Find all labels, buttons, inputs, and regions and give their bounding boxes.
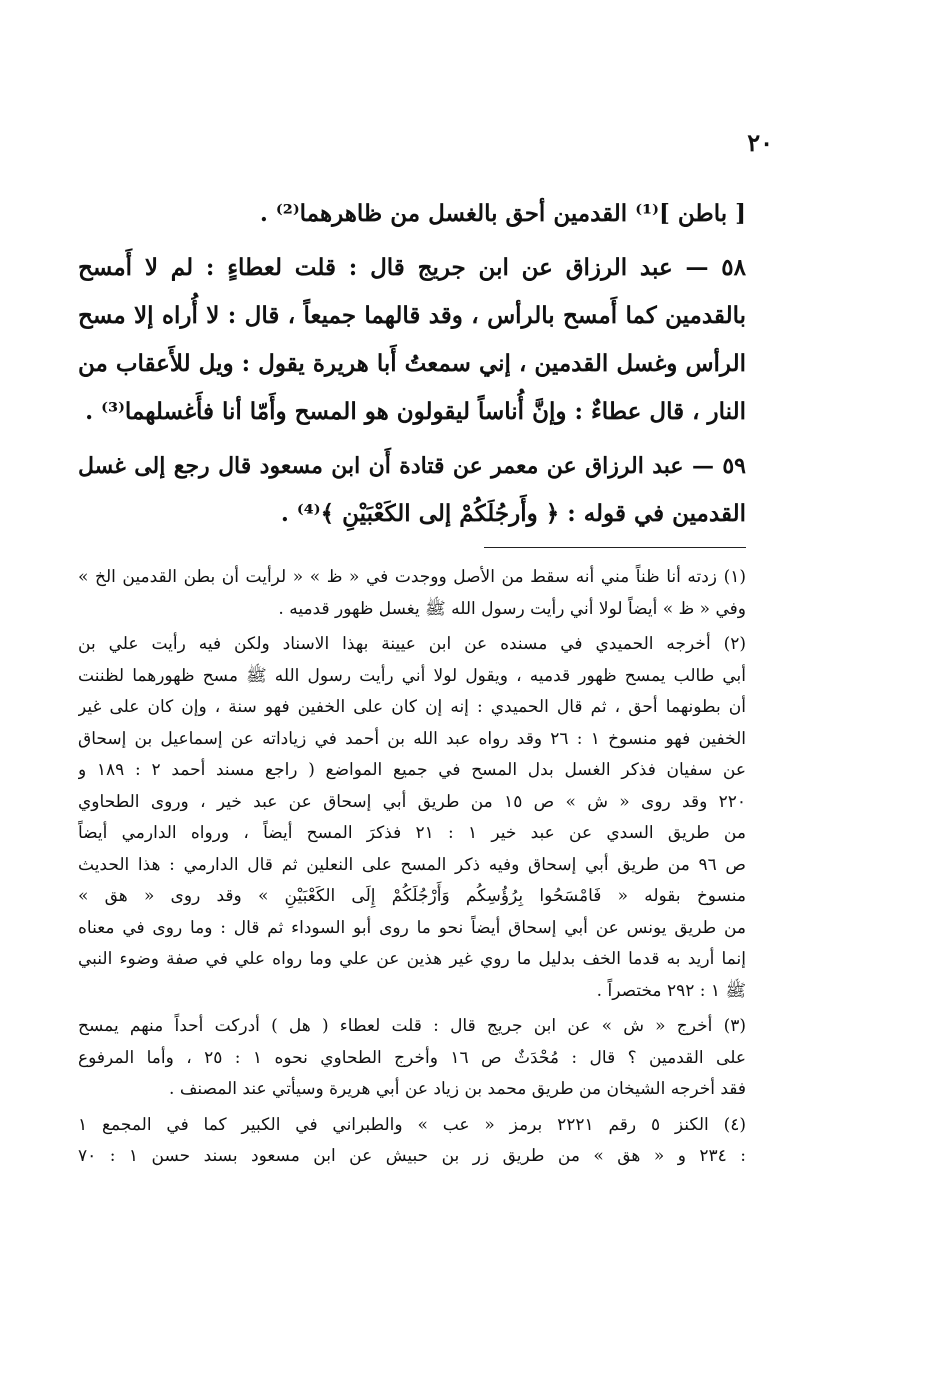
footnote-line: من طريق السدي عن عبد خير ١ : ٢١ فذكرَ المسح أيضاً ، ورواه الدارمي أيضاً	[78, 823, 746, 843]
footnote-line: فقد أخرجه الشيخان من طريق محمد بن زياد عن أبي هريرة وسيأتي عند المصنف .	[169, 1079, 746, 1099]
footnote-line: من طريق يونس عن أبي إسحاق أيضاً نحو ما روى أبو السوداء ثم قال : وما روى في معناه	[78, 917, 746, 938]
footnotes	[78, 562, 746, 1173]
footnote-line: ﷺ ١ : ٢٩٢ مختصراً .	[596, 980, 746, 1001]
main-text-line: النار ، قال عطاءٌ : وإنَّ أُناساً ليقولون هو المسح وأَمّا أنا فأَغسلهما⁽³⁾ .	[85, 398, 746, 425]
footnote-line: إنما أريد به قدما الخف بدليل ما روي غير هذين عن علي وما رواه علي في صفة وضوء النبي	[78, 949, 746, 969]
footnote-line: على القدمين ؟ قال : مُحْدَثٌ ص ١٦ وأخرج الطحاوي نحوه ١ : ٢٥ ، وأما المرفوع	[78, 1047, 746, 1068]
footnote-line: ٢٢٠ وقد روى « ش » ص ١٥ من طريق أبي إسحاق عن عبد خير ، وروى الطحاوي	[78, 791, 746, 812]
footnote-line: (٣) أخرج « ش » عن ابن جريج قال : قلت لعطاء ( هل ) أدركت أحداً منهم يمسح	[78, 1016, 746, 1036]
footnote-line: (١) زدته أنا ظناً مني أنه سقط من الأصل ووجدت في « ظ » « لرأيت أن بطن القدمين الخ »	[78, 567, 746, 587]
footnote-line: : ٢٣٤ و « هق » من طريق زر بن حبيش عن ابن مسعود بسند حسن ١ : ٧٠	[78, 1146, 746, 1166]
footnote-line: (٤) الكنز ٥ رقم ٢٢٢١ برمز « عب » والطبراني في الكبير كما في المجمع ١	[78, 1114, 746, 1135]
footnote-line: الخفين فهو منسوخ ١ : ٢٦ وقد رواه عبد الله بن أحمد في زياداته عن إسماعيل بن إسحاق	[78, 728, 746, 749]
main-text-line: القدمين في قوله : ﴿ وأَرجُلَكُمْ إلى الكَعْبَيْنِ ﴾⁽⁴⁾ .	[280, 500, 746, 527]
footnote-line: أن بطونهما أحق ، ثم قال الحميدي : إنه إن كان على الخفين فهو سنة ، وإن كان على غير	[78, 697, 746, 717]
footnote-line: عن سفيان فذكر الغسل بدل المسح في جميع المواضع ( راجع مسند أحمد ٢ : ١٨٩ و	[78, 760, 746, 780]
main-text	[78, 190, 746, 538]
footnote-line: أبي طالب يمسح ظهور قدميه ، ويقول لولا أني رأيت رسول الله ﷺ مسح ظهورهما لظننت	[78, 665, 746, 686]
footnote-line: منسوخ بقوله « فَامْسَحُوا بِرُؤُسِكُم وَأَرْجُلَكُمْ إِلَى الكَعْبَيْنِ » وقد روى « هق »	[78, 886, 746, 906]
main-text-line: بالقدمين كما أَمسح بالرأس ، وقد قالهما جميعاً ، قال : لا أُراه إلا مسح	[78, 302, 746, 329]
main-text-line: ٥٩ — عبد الرزاق عن معمر عن قتادة أَن ابن مسعود قال رجع إلى غسل	[78, 453, 746, 479]
footnote-line: ص ٩٦ من طريق أبي إسحاق وفيه ذكر المسح على النعلين ثم قال الدارمي : هذا الحديث	[78, 854, 746, 875]
main-text-line: ٥٨ — عبد الرزاق عن ابن جريج قال : قلت لعطاءٍ : لم لا أَمسح	[78, 254, 746, 281]
main-text-line: الرأس وغسل القدمين ، إني سمعتُ أَبا هريرة يقول : ويل للأَعقاب من	[78, 350, 746, 377]
page-number: ٢٠	[747, 128, 773, 157]
footnote-separator	[484, 547, 746, 548]
main-text-line: [ باطن ]⁽¹⁾ القدمين أحق بالغسل من ظاهرهما⁽²⁾ .	[259, 200, 746, 227]
footnote-line: وفي « ظ » أيضاً لولا أني رأيت رسول الله ﷺ يغسل ظهور قدميه .	[278, 598, 746, 619]
footnote-line: (٢) أخرجه الحميدي في مسنده عن ابن عيينة بهذا الاسناد ولكن فيه رأيت علي بن	[78, 634, 746, 654]
